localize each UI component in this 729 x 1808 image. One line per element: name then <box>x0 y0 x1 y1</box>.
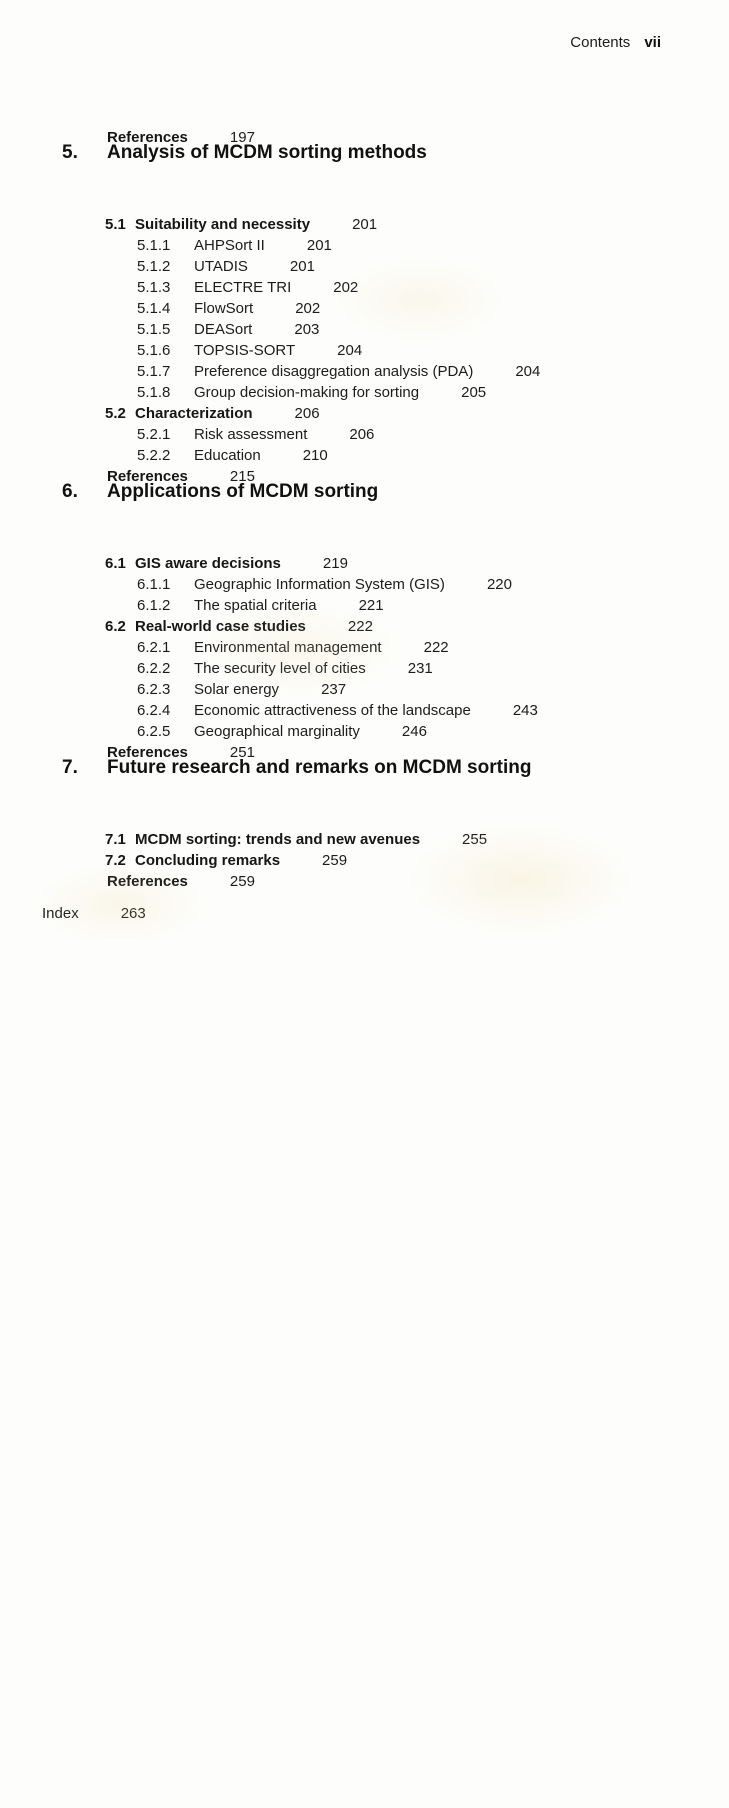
toc-entry-title: Risk assessment <box>194 426 308 443</box>
toc-entry-page: 204 <box>337 342 363 359</box>
toc-entry-page: 263 <box>120 905 146 922</box>
toc-entry-page: 201 <box>306 237 332 254</box>
toc-entry-number: 7.1 <box>105 831 126 848</box>
toc-entry-page: 206 <box>349 426 375 443</box>
toc-entry-number: 5.1.3 <box>137 279 171 296</box>
toc-entry-title: Geographical marginality <box>194 723 360 740</box>
toc-entry-page: 255 <box>462 831 488 848</box>
running-head-title: Contents <box>570 34 631 51</box>
toc-entry-title: AHPSort II <box>194 237 265 254</box>
toc-entry-number: 5.1.1 <box>137 237 171 254</box>
toc-entry-title: GIS aware decisions <box>135 555 281 572</box>
toc-entry-number: 6.1.1 <box>137 576 171 593</box>
toc-entry-page: 210 <box>302 447 328 464</box>
toc-entry-page: 202 <box>333 279 359 296</box>
toc-entry-title: References <box>107 468 188 485</box>
toc-entry-page: 219 <box>322 555 348 572</box>
toc-entry-page: 201 <box>289 258 315 275</box>
toc-entry-title: Geographic Information System (GIS) <box>194 576 445 593</box>
toc-entry-number: 5.2.2 <box>137 447 171 464</box>
toc-entry-title: Characterization <box>135 405 253 422</box>
toc-entry-page: 243 <box>512 702 538 719</box>
toc-entry-page: 251 <box>229 744 255 761</box>
toc-entry-number: 5.1.4 <box>137 300 171 317</box>
toc-entry-page: 220 <box>486 576 512 593</box>
toc-entry-number: 6.2 <box>105 618 126 635</box>
toc-chapter-number: 7. <box>62 757 78 778</box>
toc-chapter-title: Future research and remarks on MCDM sorting <box>107 757 532 778</box>
toc-entry-page: 259 <box>322 852 348 869</box>
toc-entry-page: 246 <box>401 723 427 740</box>
toc-chapter-number: 6. <box>62 481 78 502</box>
toc-entry-title: Solar energy <box>194 681 280 698</box>
toc-entry-page: 237 <box>321 681 347 698</box>
toc-entry-number: 6.2.4 <box>137 702 171 719</box>
toc-chapter-title: Applications of MCDM sorting <box>107 481 379 502</box>
toc-entry-title: FlowSort <box>194 300 254 317</box>
toc-entry-page: 206 <box>294 405 320 422</box>
toc-chapter-title: Analysis of MCDM sorting methods <box>107 142 427 163</box>
toc-entry-title: TOPSIS-SORT <box>194 342 296 359</box>
toc-index-entry <box>42 869 661 922</box>
toc-entry-number: 5.1.6 <box>137 342 171 359</box>
toc-entry-title: DEASort <box>194 321 253 338</box>
toc-entry-page: 222 <box>347 618 373 635</box>
toc-entry-number: 5.1.8 <box>137 384 171 401</box>
toc-entry-title: MCDM sorting: trends and new avenues <box>135 831 421 848</box>
toc-entry-title: Group decision-making for sorting <box>194 384 420 401</box>
toc-entry-number: 6.1.2 <box>137 597 171 614</box>
toc-entry-page: 205 <box>461 384 487 401</box>
toc-entry-title: UTADIS <box>194 258 248 275</box>
toc-entry-number: 5.2 <box>105 405 126 422</box>
toc-entry-page: 197 <box>229 129 255 146</box>
toc-entry-title: Concluding remarks <box>135 852 281 869</box>
toc-entry-number: 5.2.1 <box>137 426 171 443</box>
toc-entry-number: 5.1.5 <box>137 321 171 338</box>
toc-entry-title: References <box>107 873 188 890</box>
toc-entry-number: 7.2 <box>105 852 126 869</box>
toc-entry-title: Economic attractiveness of the landscape <box>194 702 471 719</box>
toc-entry-title: Education <box>194 447 261 464</box>
toc-entry-title: References <box>107 129 188 146</box>
toc-entry-title: The spatial criteria <box>194 597 317 614</box>
toc-entry-number: 6.2.3 <box>137 681 171 698</box>
toc-entry-number: 5.1 <box>105 216 126 233</box>
toc-entry-title: Real-world case studies <box>135 618 306 635</box>
toc-entry-title: ELECTRE TRI <box>194 279 292 296</box>
toc-entry-page: 231 <box>407 660 433 677</box>
toc-entry-title: Index <box>42 905 79 922</box>
table-of-contents <box>42 93 661 922</box>
toc-entry-number: 5.1.2 <box>137 258 171 275</box>
toc-entry-title: Preference disaggregation analysis (PDA) <box>194 363 474 380</box>
toc-entry-title: Environmental management <box>194 639 382 656</box>
toc-entry-page: 259 <box>229 873 255 890</box>
toc-entry-page: 215 <box>229 468 255 485</box>
running-head <box>42 34 661 52</box>
toc-entry-number: 6.2.2 <box>137 660 171 677</box>
toc-entry-page: 202 <box>295 300 321 317</box>
toc-references-entry <box>107 93 661 146</box>
toc-entry-title: References <box>107 744 188 761</box>
toc-entry-title: The security level of cities <box>194 660 366 677</box>
toc-entry-number: 6.2.1 <box>137 639 171 656</box>
toc-entry-page: 204 <box>515 363 541 380</box>
toc-entry-number: 6.1 <box>105 555 126 572</box>
toc-entry-page: 221 <box>358 597 384 614</box>
toc-chapter-number: 5. <box>62 142 78 163</box>
toc-entry-number: 6.2.5 <box>137 723 171 740</box>
toc-entry-page: 222 <box>423 639 449 656</box>
toc-entry-page: 203 <box>294 321 320 338</box>
toc-entry-title: Suitability and necessity <box>135 216 311 233</box>
page-number-roman: vii <box>644 34 661 51</box>
toc-entry-page: 201 <box>352 216 378 233</box>
toc-entry-number: 5.1.7 <box>137 363 171 380</box>
